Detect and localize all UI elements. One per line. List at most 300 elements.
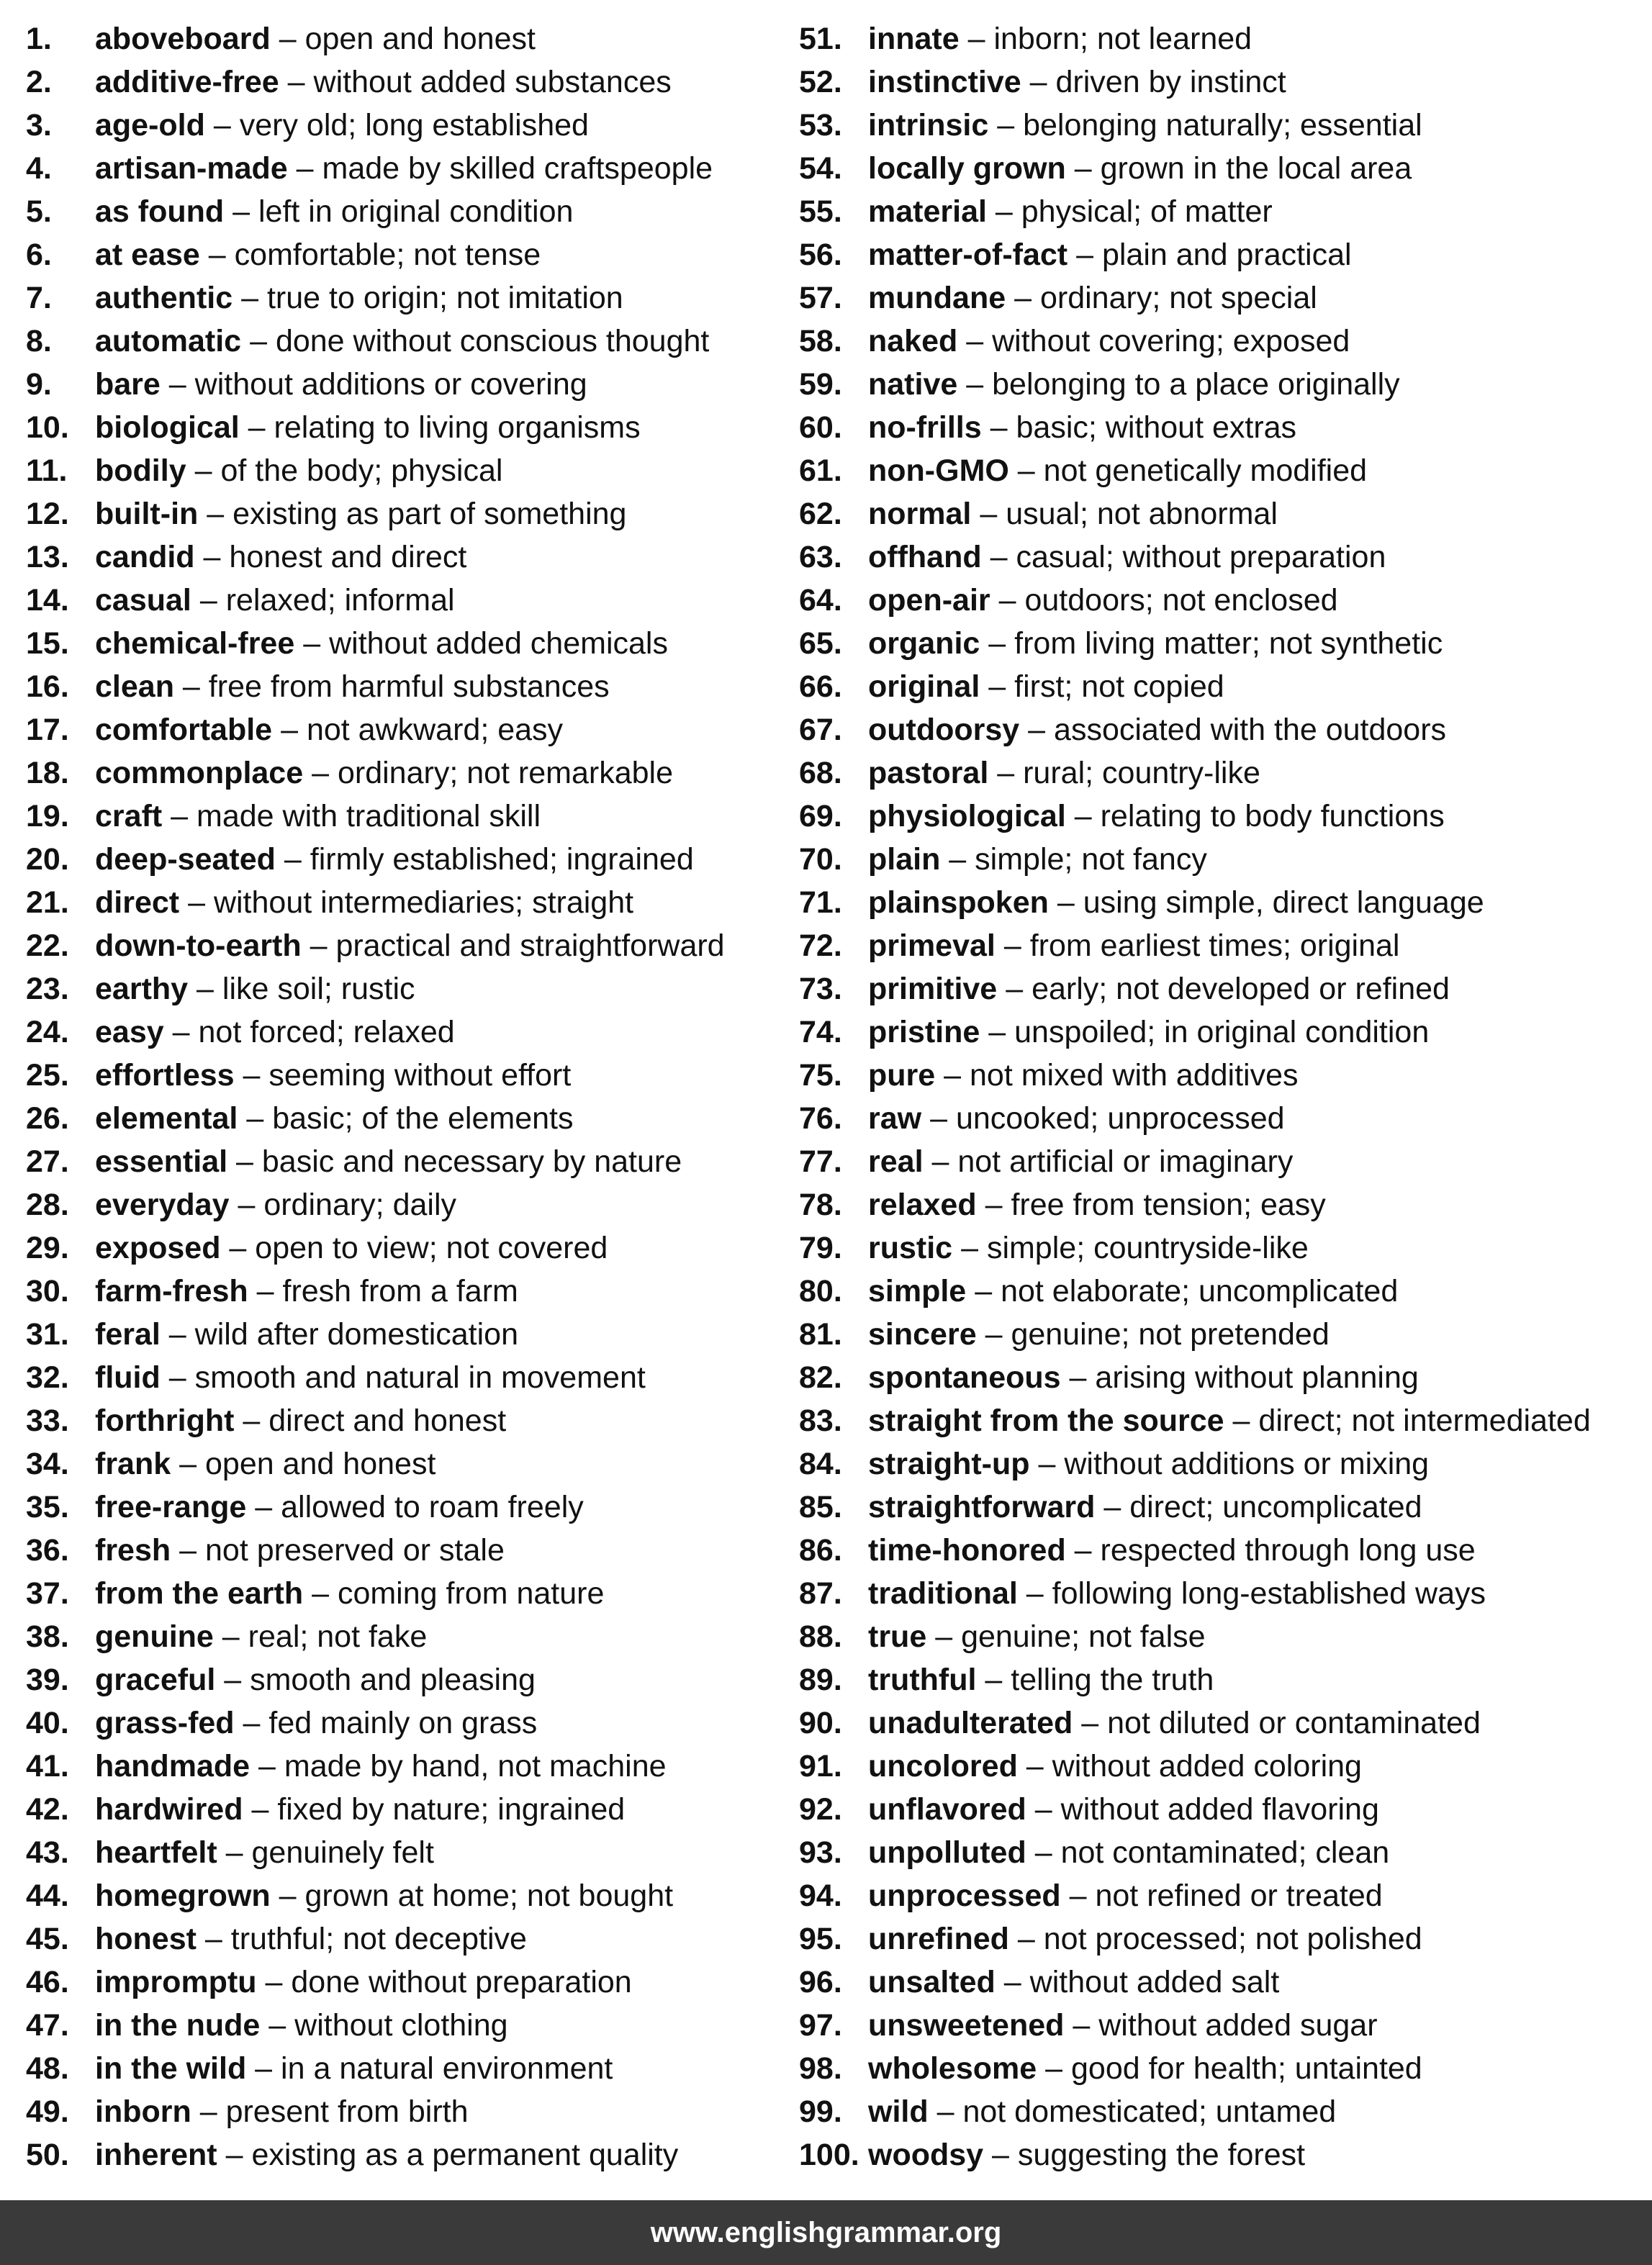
- list-item: [799, 1054, 1648, 1097]
- item-definition: free from harmful substances: [208, 669, 610, 704]
- item-definition: belonging to a place originally: [992, 367, 1400, 402]
- list-item: [799, 967, 1648, 1011]
- item-number: 3.: [26, 108, 52, 143]
- list-item: [799, 1356, 1648, 1399]
- item-word: comfortable: [95, 713, 273, 747]
- item-definition: suggesting the forest: [1017, 2138, 1306, 2172]
- item-dash: –: [287, 65, 305, 99]
- list-item: [799, 838, 1648, 881]
- item-word: bodily: [95, 453, 186, 488]
- item-number: 12.: [26, 497, 69, 531]
- item-definition: rural; country-like: [1023, 756, 1260, 790]
- item-number: 79.: [799, 1231, 842, 1265]
- list-item: [799, 406, 1648, 449]
- item-word: artisan-made: [95, 151, 288, 186]
- item-definition: made by skilled craftspeople: [322, 151, 713, 186]
- item-number: 77.: [799, 1144, 842, 1179]
- item-word: straight-up: [868, 1447, 1030, 1481]
- item-dash: –: [997, 108, 1015, 143]
- list-item: [799, 2090, 1648, 2133]
- item-word: grass-fed: [95, 1706, 235, 1740]
- item-dash: –: [251, 1792, 269, 1827]
- list-item: [799, 1831, 1648, 1874]
- list-item: [26, 1917, 789, 1961]
- item-dash: –: [975, 1274, 993, 1308]
- list-item: [799, 104, 1648, 147]
- item-definition: smooth and pleasing: [250, 1663, 536, 1697]
- item-word: unsalted: [868, 1965, 996, 1999]
- list-item: [26, 838, 789, 881]
- item-dash: –: [233, 194, 250, 229]
- list-item: [799, 190, 1648, 233]
- item-word: normal: [868, 497, 972, 531]
- item-number: 56.: [799, 238, 842, 272]
- list-item: [799, 579, 1648, 622]
- item-definition: basic; of the elements: [272, 1101, 574, 1136]
- item-word: feral: [95, 1317, 161, 1352]
- item-definition: practical and straightforward: [335, 928, 725, 963]
- item-number: 80.: [799, 1274, 842, 1308]
- item-number: 96.: [799, 1965, 842, 1999]
- item-number: 92.: [799, 1792, 842, 1827]
- list-item: [799, 795, 1648, 838]
- item-dash: –: [179, 1447, 197, 1481]
- item-dash: –: [207, 497, 225, 531]
- item-number: 29.: [26, 1231, 69, 1265]
- item-number: 64.: [799, 583, 842, 618]
- item-definition: without added substances: [313, 65, 672, 99]
- item-number: 84.: [799, 1447, 842, 1481]
- item-number: 48.: [26, 2051, 69, 2086]
- item-dash: –: [243, 1706, 261, 1740]
- item-word: traditional: [868, 1576, 1018, 1611]
- item-definition: grown in the local area: [1100, 151, 1412, 186]
- left-column: [26, 17, 789, 2176]
- item-definition: ordinary; not remarkable: [337, 756, 674, 790]
- item-dash: –: [250, 324, 267, 358]
- item-word: age-old: [95, 108, 205, 143]
- item-dash: –: [967, 22, 985, 56]
- item-word: mundane: [868, 281, 1006, 315]
- item-dash: –: [1029, 65, 1047, 99]
- item-dash: –: [949, 842, 967, 877]
- item-number: 7.: [26, 281, 52, 315]
- item-word: unprocessed: [868, 1879, 1061, 1913]
- item-definition: left in original condition: [258, 194, 574, 229]
- footer-url: www.englishgrammar.org: [650, 2217, 1002, 2248]
- item-definition: simple; not fancy: [975, 842, 1207, 877]
- item-number: 52.: [799, 65, 842, 99]
- item-number: 14.: [26, 583, 69, 618]
- item-dash: –: [930, 1101, 947, 1136]
- item-definition: driven by instinct: [1055, 65, 1286, 99]
- item-number: 39.: [26, 1663, 69, 1697]
- item-word: relaxed: [868, 1188, 977, 1222]
- item-number: 62.: [799, 497, 842, 531]
- list-item: [799, 1097, 1648, 1140]
- list-item: [26, 449, 789, 492]
- item-dash: –: [268, 2008, 286, 2043]
- item-dash: –: [997, 756, 1015, 790]
- item-word: organic: [868, 626, 980, 661]
- item-word: additive-free: [95, 65, 279, 99]
- item-number: 82.: [799, 1360, 842, 1395]
- list-item: [799, 1226, 1648, 1270]
- item-dash: –: [208, 238, 226, 272]
- item-word: raw: [868, 1101, 922, 1136]
- item-number: 42.: [26, 1792, 69, 1827]
- item-dash: –: [988, 1015, 1006, 1049]
- item-definition: arising without planning: [1095, 1360, 1419, 1395]
- list-item: [799, 2047, 1648, 2090]
- list-item: [26, 1486, 789, 1529]
- item-word: in the nude: [95, 2008, 261, 2043]
- item-dash: –: [255, 2051, 273, 2086]
- item-number: 35.: [26, 1490, 69, 1524]
- item-definition: direct; not intermediated: [1258, 1403, 1591, 1438]
- item-dash: –: [1034, 1835, 1052, 1870]
- list-item: [26, 1658, 789, 1701]
- item-word: locally grown: [868, 151, 1066, 186]
- item-word: pure: [868, 1058, 936, 1093]
- item-number: 10.: [26, 410, 69, 445]
- item-dash: –: [1026, 1749, 1044, 1783]
- item-word: instinctive: [868, 65, 1021, 99]
- item-definition: fixed by nature; ingrained: [277, 1792, 626, 1827]
- list-item: [26, 1140, 789, 1183]
- item-number: 31.: [26, 1317, 69, 1352]
- item-word: primeval: [868, 928, 996, 963]
- item-number: 95.: [799, 1922, 842, 1956]
- item-number: 36.: [26, 1533, 69, 1568]
- item-dash: –: [931, 1144, 949, 1179]
- item-definition: genuine; not pretended: [1011, 1317, 1330, 1352]
- item-number: 8.: [26, 324, 52, 358]
- item-word: outdoorsy: [868, 713, 1020, 747]
- item-dash: –: [1074, 799, 1092, 833]
- list-item: [799, 622, 1648, 665]
- item-definition: simple; countryside-like: [986, 1231, 1309, 1265]
- item-dash: –: [222, 1619, 240, 1654]
- item-dash: –: [243, 1058, 261, 1093]
- item-dash: –: [194, 453, 212, 488]
- list-item: [799, 363, 1648, 406]
- item-definition: direct and honest: [268, 1403, 507, 1438]
- item-definition: truthful; not deceptive: [230, 1922, 527, 1956]
- item-word: intrinsic: [868, 108, 989, 143]
- item-word: straightforward: [868, 1490, 1096, 1524]
- item-definition: made with traditional skill: [197, 799, 541, 833]
- item-word: plain: [868, 842, 941, 877]
- list-item: [26, 1011, 789, 1054]
- list-item: [799, 1658, 1648, 1701]
- item-word: inherent: [95, 2138, 217, 2172]
- list-item: [26, 1874, 789, 1917]
- item-word: essential: [95, 1144, 228, 1179]
- item-word: effortless: [95, 1058, 235, 1093]
- list-item: [799, 1011, 1648, 1054]
- list-item: [26, 1745, 789, 1788]
- item-definition: of the body; physical: [220, 453, 503, 488]
- item-definition: usual; not abnormal: [1006, 497, 1278, 531]
- item-number: 16.: [26, 669, 69, 704]
- item-dash: –: [988, 626, 1006, 661]
- item-number: 53.: [799, 108, 842, 143]
- list-item: [799, 881, 1648, 924]
- item-definition: good for health; untainted: [1071, 2051, 1422, 2086]
- item-number: 26.: [26, 1101, 69, 1136]
- item-definition: casual; without preparation: [1016, 540, 1386, 574]
- item-number: 11.: [26, 453, 68, 488]
- item-word: heartfelt: [95, 1835, 217, 1870]
- item-dash: –: [1017, 453, 1035, 488]
- item-number: 19.: [26, 799, 69, 833]
- item-definition: comfortable; not tense: [234, 238, 541, 272]
- item-dash: –: [1034, 1792, 1052, 1827]
- item-number: 74.: [799, 1015, 842, 1049]
- item-number: 72.: [799, 928, 842, 963]
- list-item: [26, 363, 789, 406]
- item-dash: –: [168, 1360, 186, 1395]
- item-number: 68.: [799, 756, 842, 790]
- item-number: 47.: [26, 2008, 69, 2043]
- list-item: [26, 2133, 789, 2176]
- item-dash: –: [988, 669, 1006, 704]
- item-number: 6.: [26, 238, 52, 272]
- item-word: truthful: [868, 1663, 977, 1697]
- item-dash: –: [225, 1835, 243, 1870]
- item-word: innate: [868, 22, 960, 56]
- list-item: [26, 881, 789, 924]
- item-definition: open and honest: [204, 1447, 436, 1481]
- item-definition: belonging naturally; essential: [1023, 108, 1422, 143]
- item-word: spontaneous: [868, 1360, 1061, 1395]
- list-item: [799, 233, 1648, 276]
- list-item: [26, 795, 789, 838]
- item-definition: without added coloring: [1052, 1749, 1362, 1783]
- item-definition: outdoors; not enclosed: [1024, 583, 1338, 618]
- item-definition: not artificial or imaginary: [957, 1144, 1294, 1179]
- item-number: 40.: [26, 1706, 69, 1740]
- item-word: as found: [95, 194, 225, 229]
- item-number: 1.: [26, 22, 52, 56]
- list-item: [799, 2133, 1648, 2176]
- item-word: pristine: [868, 1015, 980, 1049]
- list-item: [26, 492, 789, 535]
- list-item: [799, 1615, 1648, 1658]
- list-item: [26, 924, 789, 967]
- item-dash: –: [1081, 1706, 1099, 1740]
- item-dash: –: [1038, 1447, 1056, 1481]
- item-dash: –: [1076, 238, 1094, 272]
- item-word: naked: [868, 324, 958, 358]
- item-number: 5.: [26, 194, 52, 229]
- item-number: 2.: [26, 65, 52, 99]
- item-definition: first; not copied: [1014, 669, 1224, 704]
- item-definition: like soil; rustic: [222, 972, 415, 1006]
- item-dash: –: [241, 281, 259, 315]
- item-number: 66.: [799, 669, 842, 704]
- list-item: [26, 1572, 789, 1615]
- item-definition: without covering; exposed: [992, 324, 1350, 358]
- item-definition: open to view; not covered: [255, 1231, 608, 1265]
- item-definition: telling the truth: [1011, 1663, 1214, 1697]
- item-dash: –: [312, 1576, 329, 1611]
- item-number: 37.: [26, 1576, 69, 1611]
- item-number: 43.: [26, 1835, 69, 1870]
- list-item: [799, 535, 1648, 579]
- item-number: 75.: [799, 1058, 842, 1093]
- item-number: 50.: [26, 2138, 69, 2172]
- list-item: [799, 708, 1648, 751]
- item-word: aboveboard: [95, 22, 271, 56]
- item-dash: –: [199, 2094, 217, 2129]
- item-word: automatic: [95, 324, 242, 358]
- item-dash: –: [1003, 1965, 1021, 1999]
- item-word: matter-of-fact: [868, 238, 1068, 272]
- item-definition: very old; long established: [239, 108, 589, 143]
- item-dash: –: [1006, 972, 1024, 1006]
- item-word: wholesome: [868, 2051, 1037, 2086]
- item-definition: done without conscious thought: [275, 324, 710, 358]
- item-word: biological: [95, 410, 240, 445]
- list-item: [799, 1701, 1648, 1745]
- item-definition: without additions or mixing: [1064, 1447, 1430, 1481]
- item-definition: not domesticated; untamed: [962, 2094, 1337, 2129]
- list-item: [26, 751, 789, 795]
- item-word: direct: [95, 885, 180, 920]
- item-number: 91.: [799, 1749, 842, 1783]
- item-number: 90.: [799, 1706, 842, 1740]
- item-definition: ordinary; not special: [1039, 281, 1317, 315]
- item-definition: grown at home; not bought: [304, 1879, 674, 1913]
- item-definition: not mixed with additives: [970, 1058, 1299, 1093]
- item-definition: not preserved or stale: [204, 1533, 505, 1568]
- item-dash: –: [995, 194, 1013, 229]
- list-item: [26, 17, 789, 60]
- item-word: no-frills: [868, 410, 982, 445]
- list-item: [26, 2004, 789, 2047]
- item-definition: relating to living organisms: [274, 410, 641, 445]
- item-word: everyday: [95, 1188, 230, 1222]
- item-definition: not elaborate; uncomplicated: [1001, 1274, 1399, 1308]
- item-dash: –: [168, 367, 186, 402]
- item-definition: without added chemicals: [329, 626, 668, 661]
- item-word: simple: [868, 1274, 967, 1308]
- list-item: [26, 406, 789, 449]
- item-dash: –: [966, 367, 984, 402]
- item-number: 45.: [26, 1922, 69, 1956]
- item-number: 25.: [26, 1058, 69, 1093]
- item-definition: unspoiled; in original condition: [1014, 1015, 1430, 1049]
- item-number: 63.: [799, 540, 842, 574]
- list-item: [26, 1442, 789, 1486]
- item-number: 78.: [799, 1188, 842, 1222]
- list-item: [26, 104, 789, 147]
- item-definition: basic; without extras: [1016, 410, 1297, 445]
- list-item: [799, 492, 1648, 535]
- item-word: non-GMO: [868, 453, 1009, 488]
- item-number: 34.: [26, 1447, 69, 1481]
- item-definition: fed mainly on grass: [268, 1706, 538, 1740]
- item-definition: fresh from a farm: [282, 1274, 518, 1308]
- item-word: unadulterated: [868, 1706, 1073, 1740]
- item-dash: –: [961, 1231, 978, 1265]
- list-item: [799, 1140, 1648, 1183]
- item-number: 32.: [26, 1360, 69, 1395]
- item-definition: without added sugar: [1098, 2008, 1378, 2043]
- item-number: 86.: [799, 1533, 842, 1568]
- item-dash: –: [1026, 1576, 1044, 1611]
- item-word: unrefined: [868, 1922, 1009, 1956]
- item-word: deep-seated: [95, 842, 276, 877]
- item-number: 22.: [26, 928, 69, 963]
- list-item: [26, 1054, 789, 1097]
- item-dash: –: [980, 497, 998, 531]
- item-word: physiological: [868, 799, 1066, 833]
- item-dash: –: [1074, 151, 1092, 186]
- list-item: [799, 1874, 1648, 1917]
- item-word: primitive: [868, 972, 998, 1006]
- item-number: 61.: [799, 453, 842, 488]
- item-number: 38.: [26, 1619, 69, 1654]
- item-word: native: [868, 367, 958, 402]
- item-word: honest: [95, 1922, 197, 1956]
- item-number: 73.: [799, 972, 842, 1006]
- item-word: graceful: [95, 1663, 216, 1697]
- item-dash: –: [279, 1879, 297, 1913]
- item-dash: –: [296, 151, 314, 186]
- item-dash: –: [1069, 1879, 1087, 1913]
- item-definition: existing as part of something: [233, 497, 627, 531]
- list-item: [26, 1226, 789, 1270]
- item-number: 97.: [799, 2008, 842, 2043]
- item-word: sincere: [868, 1317, 977, 1352]
- list-item: [799, 60, 1648, 104]
- item-number: 41.: [26, 1749, 69, 1783]
- item-number: 33.: [26, 1403, 69, 1438]
- item-definition: following long-established ways: [1052, 1576, 1486, 1611]
- item-dash: –: [985, 1317, 1003, 1352]
- item-definition: firmly established; ingrained: [310, 842, 694, 877]
- item-number: 46.: [26, 1965, 69, 1999]
- item-definition: coming from nature: [337, 1576, 605, 1611]
- item-word: frank: [95, 1447, 171, 1481]
- item-definition: physical; of matter: [1021, 194, 1273, 229]
- item-dash: –: [225, 2138, 243, 2172]
- item-definition: real; not fake: [248, 1619, 428, 1654]
- item-number: 94.: [799, 1879, 842, 1913]
- item-word: fluid: [95, 1360, 161, 1395]
- list-item: [799, 320, 1648, 363]
- item-dash: –: [1017, 1922, 1035, 1956]
- item-dash: –: [998, 583, 1016, 618]
- item-word: wild: [868, 2094, 929, 2129]
- item-definition: not processed; not polished: [1043, 1922, 1422, 1956]
- item-number: 18.: [26, 756, 69, 790]
- item-word: chemical-free: [95, 626, 295, 661]
- list-item: [799, 2004, 1648, 2047]
- list-item: [26, 967, 789, 1011]
- item-word: true: [868, 1619, 927, 1654]
- item-number: 4.: [26, 151, 52, 186]
- list-item: [26, 1529, 789, 1572]
- item-number: 58.: [799, 324, 842, 358]
- list-item: [26, 1701, 789, 1745]
- list-item: [26, 1313, 789, 1356]
- item-dash: –: [172, 1015, 190, 1049]
- list-item: [26, 1615, 789, 1658]
